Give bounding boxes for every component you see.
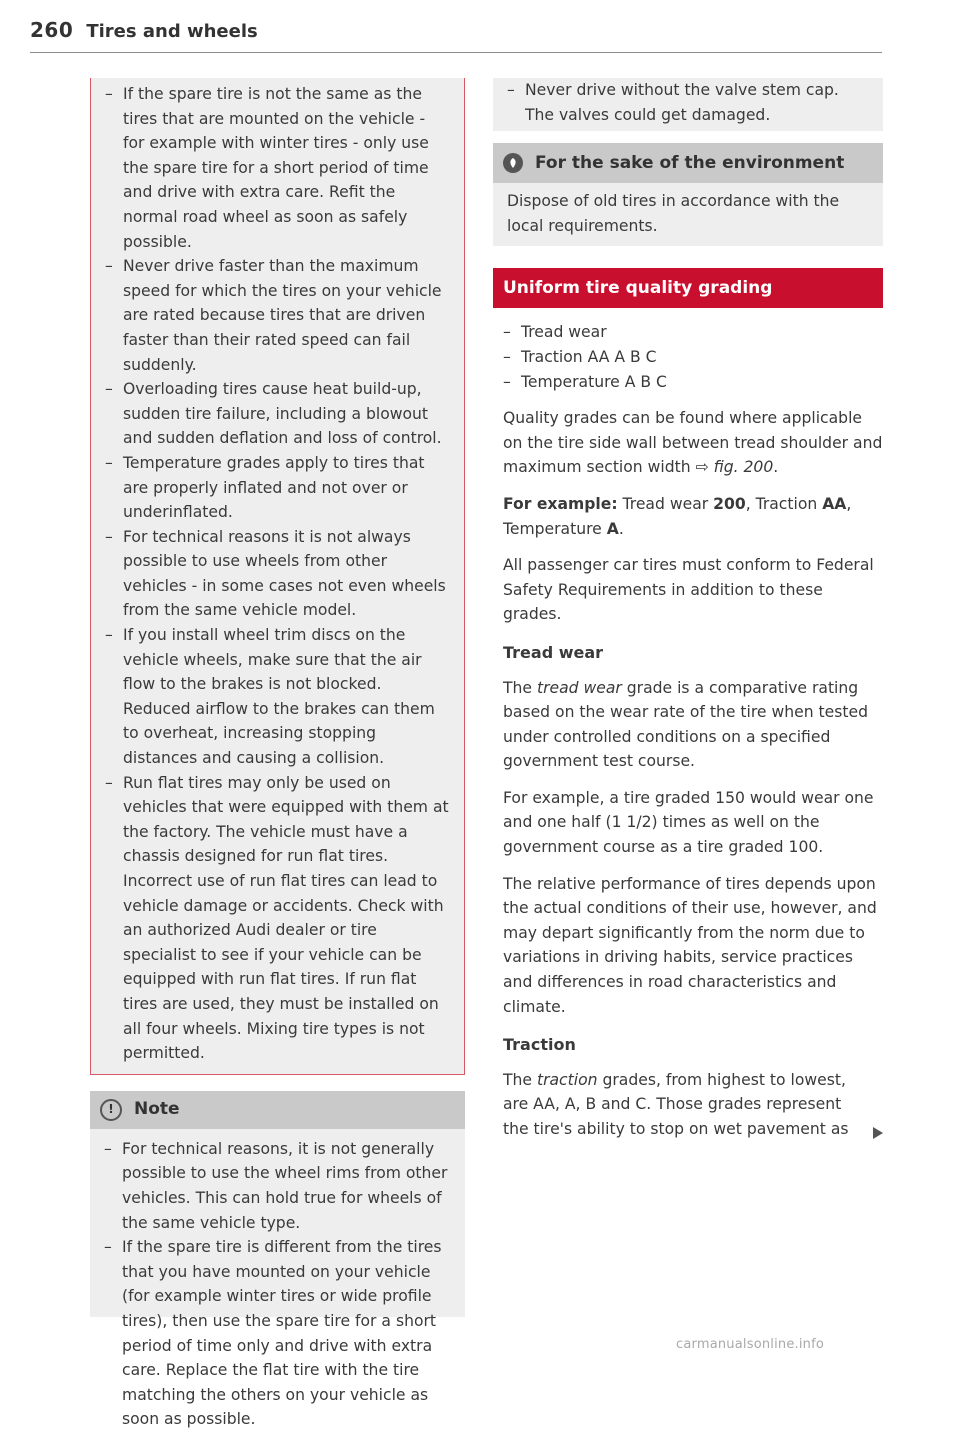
list-item: – Never drive without the valve stem cap. The valves could get damaged.	[507, 78, 869, 127]
example-paragraph: For example: Tread wear 200, Traction AA, Temperature A.	[503, 494, 852, 538]
tread-example-paragraph: For example, a tire graded 150 would wear one and one half (1 1/2) times as well on the government course as a tire graded 100.	[503, 788, 874, 857]
warning-list	[105, 82, 450, 1066]
note-header	[90, 1091, 465, 1129]
traction-heading: Traction	[503, 1035, 576, 1055]
environment-text: Dispose of old tires in accordance with the local requirements.	[507, 192, 840, 235]
exclamation-icon: !	[100, 1099, 122, 1121]
list-item: – If the spare tire is different from the tires that you have mounted on your vehicle (for example winter tires or wide profile tires), then use the spare tire for a short period of time only and drive with extra care. Replace the flat tire with the tire matching the others on your vehicle as soon as possible.	[104, 1235, 451, 1309]
page-header	[30, 18, 882, 53]
list-item: – For technical reasons it is not always possible to use wheels from other vehicles - in some cases not even wheels from the same vehicle model.	[105, 525, 450, 623]
environment-header	[493, 143, 883, 183]
note-box	[90, 1091, 465, 1429]
note-title: Note	[134, 1099, 180, 1120]
tread-performance-paragraph: The relative performance of tires depends upon the actual conditions of their use, however, and may depart significantly from the norm due to variations in driving habits, service practices and differences in road characteristics and climate.	[503, 874, 877, 1016]
leaf-icon	[503, 153, 523, 173]
list-item: – If the spare tire is not the same as the tires that are mounted on the vehicle - for example with winter tires - only use the spare tire for a short period of time and drive with extra care. Refit the normal road wheel as soon as safely possible.	[105, 82, 450, 254]
figure-reference-link[interactable]: ⇨ fig. 200	[695, 458, 774, 477]
list-item: – If you install wheel trim discs on the vehicle wheels, make sure that the air flow to the brakes is not blocked. Reduced airflow to the brakes can them to overheat, increasing stopping distances and causing a collision.	[105, 623, 450, 771]
list-item: – Run flat tires may only be used on vehicles that were equipped with them at the factory. The vehicle must have a chassis designed for run flat tires. Incorrect use of run flat tires can lead to vehicle damage or accidents. Check with an authorized Audi dealer or tire specialist to see if your vehicle can be equipped with run flat tires. If run flat tires are used, they must be installed on all four wheels. Mixing tire types is not permitted.	[105, 771, 450, 1066]
tread-wear-paragraph: The tread wear grade is a comparative rating based on the wear rate of the tire when tested under controlled conditions on a specified government test course.	[503, 678, 868, 771]
right-column	[493, 78, 883, 1142]
note-body	[90, 1129, 465, 1429]
quality-paragraph: Quality grades can be found where applicable on the tire side wall between tread shoulder and maximum section width ⇨ fig. 200.	[503, 409, 883, 477]
list-item: – Traction AA A B C	[503, 345, 883, 370]
page-section-title: Tires and wheels	[86, 21, 258, 42]
section-title: Uniform tire quality grading	[493, 268, 883, 308]
environment-box	[493, 143, 883, 246]
note-box-continued	[493, 78, 883, 131]
list-item: – For technical reasons, it is not generally possible to use the wheel rims from other vehicles. This can hold true for wheels of the same vehicle type.	[104, 1137, 451, 1235]
environment-title: For the sake of the environment	[535, 152, 845, 173]
grade-list	[503, 320, 883, 394]
list-item: – Temperature A B C	[503, 370, 883, 395]
list-item: – Temperature grades apply to tires that are properly inflated and not over or underinflated.	[105, 451, 450, 525]
watermark: carmanualsonline.info	[676, 1337, 825, 1352]
page-number: 260	[30, 18, 74, 42]
traction-paragraph: The traction grades, from highest to lowest, are AA, A, B and C. Those grades represent the tire's ability to stop on wet pavement as	[503, 1068, 883, 1142]
list-item: – Overloading tires cause heat build-up, sudden tire failure, including a blowout and sudden deflation and loss of control.	[105, 377, 450, 451]
continue-arrow-icon	[873, 1127, 883, 1139]
tread-wear-heading: Tread wear	[503, 642, 604, 662]
federal-paragraph: All passenger car tires must conform to Federal Safety Requirements in addition to these grades.	[503, 556, 874, 624]
left-column	[90, 78, 465, 1429]
uniform-section	[493, 320, 883, 1141]
warning-box	[90, 78, 465, 1075]
list-item: – Tread wear	[503, 320, 883, 345]
list-item: – Never drive faster than the maximum speed for which the tires on your vehicle are rated because tires that are driven faster than their rated speed can fail suddenly.	[105, 254, 450, 377]
